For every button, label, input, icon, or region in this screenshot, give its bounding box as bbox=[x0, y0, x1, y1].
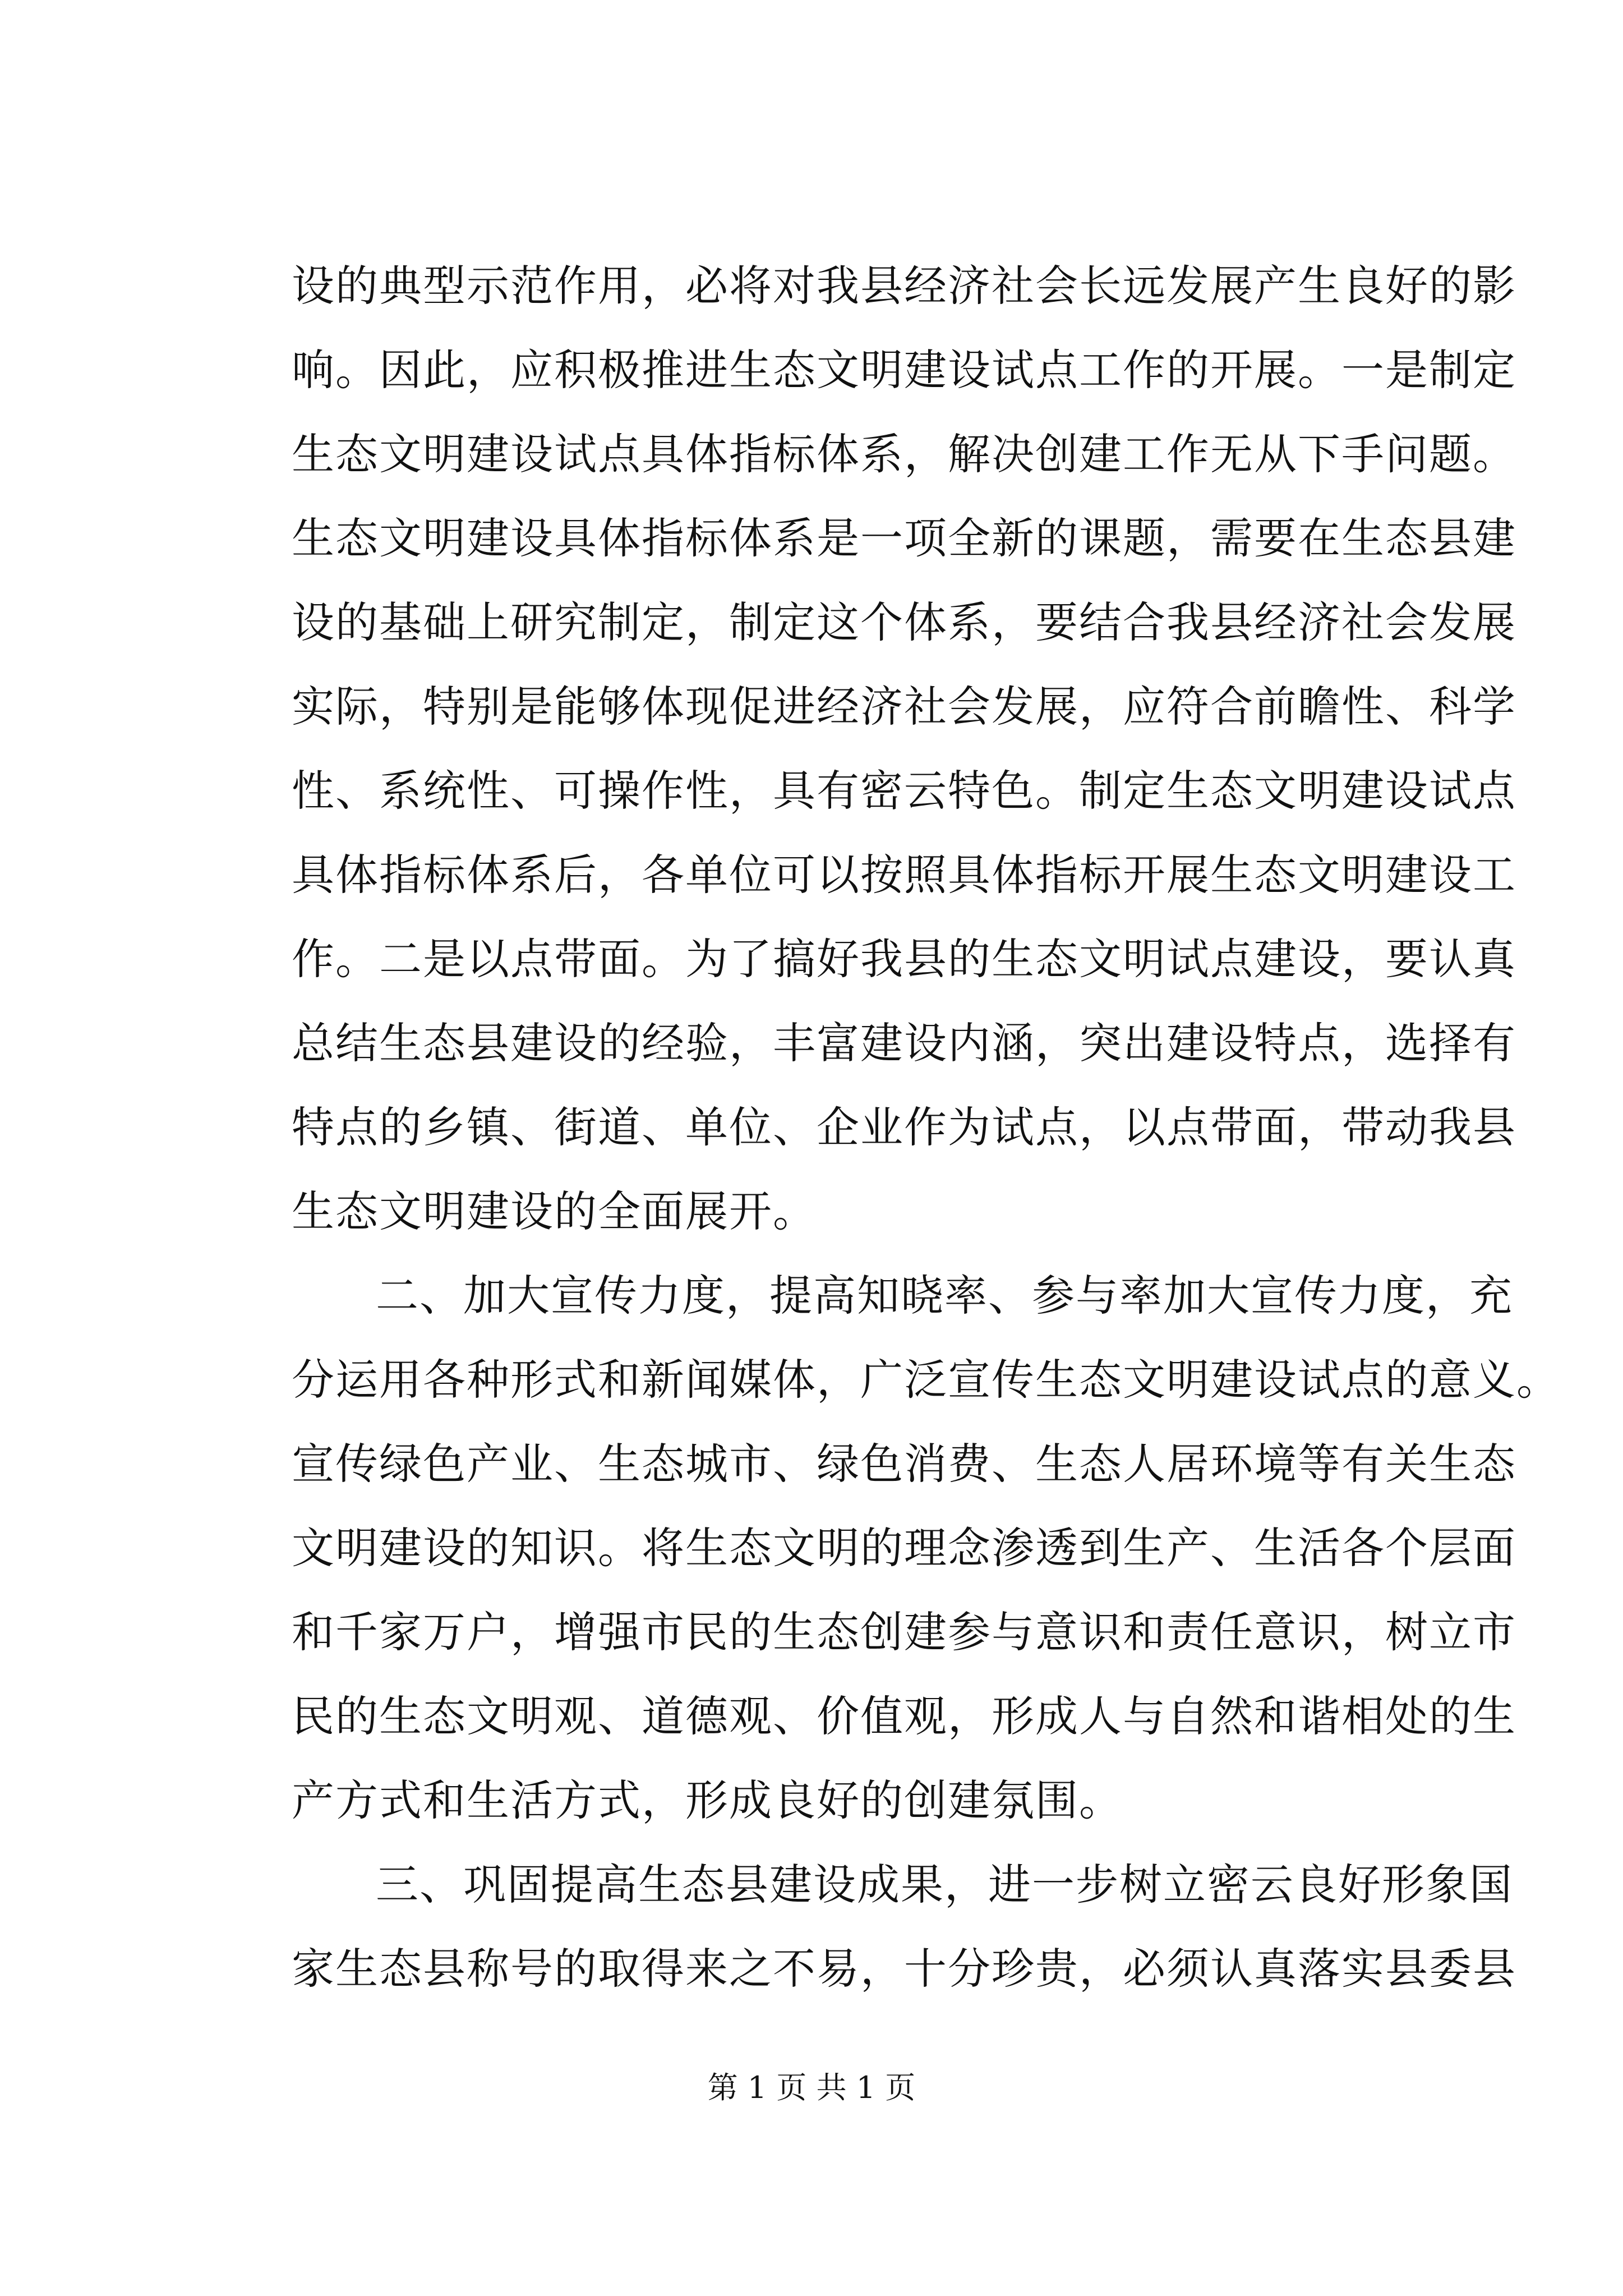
text-line: 宣传绿色产业、生态城市、绿色消费、生态人居环境等有关生态 bbox=[292, 1439, 1516, 1489]
text-line: 生态文明建设试点具体指标体系，解决创建工作无从下手问题。 bbox=[292, 429, 1516, 479]
text-line: 响。因此，应积极推进生态文明建设试点工作的开展。一是制定 bbox=[292, 345, 1516, 395]
text-line: 特点的乡镇、街道、单位、企业作为试点，以点带面，带动我县 bbox=[292, 1102, 1516, 1152]
text-line: 家生态县称号的取得来之不易，十分珍贵，必须认真落实县委县 bbox=[292, 1944, 1516, 1994]
text-line: 性、系统性、可操作性，具有密云特色。制定生态文明建设试点 bbox=[292, 766, 1516, 816]
page-footer: 第 1 页 共 1 页 bbox=[707, 2070, 916, 2105]
text-line: 和千家万户，增强市民的生态创建参与意识和责任意识，树立市 bbox=[292, 1607, 1516, 1657]
text-line: 文明建设的知识。将生态文明的理念渗透到生产、生活各个层面 bbox=[292, 1523, 1516, 1573]
text-line: 设的典型示范作用，必将对我县经济社会长远发展产生良好的影 bbox=[292, 261, 1516, 311]
text-line: 民的生态文明观、道德观、价值观，形成人与自然和谐相处的生 bbox=[292, 1691, 1516, 1741]
paragraph-heading-line: 二、加大宣传力度，提高知晓率、参与率加大宣传力度，充 bbox=[376, 1271, 1513, 1320]
text-line: 总结生态县建设的经验，丰富建设内涵，突出建设特点，选择有 bbox=[292, 1018, 1516, 1068]
text-line: 实际，特别是能够体现促进经济社会发展，应符合前瞻性、科学 bbox=[292, 682, 1516, 731]
paragraph-heading-line: 三、巩固提高生态县建设成果，进一步树立密云良好形象国 bbox=[376, 1860, 1513, 1910]
text-line: 作。二是以点带面。为了搞好我县的生态文明试点建设，要认真 bbox=[292, 934, 1516, 984]
document-body bbox=[292, 244, 1560, 2011]
text-line: 分运用各种形式和新闻媒体，广泛宣传生态文明建设试点的意义。 bbox=[292, 1355, 1560, 1405]
text-line: 生态文明建设具体指标体系是一项全新的课题，需要在生态县建 bbox=[292, 513, 1516, 563]
paragraph-end-line: 产方式和生活方式，形成良好的创建氛围。 bbox=[292, 1775, 1123, 1825]
paragraph-end-line: 生态文明建设的全面展开。 bbox=[292, 1186, 817, 1236]
text-line: 具体指标体系后，各单位可以按照具体指标开展生态文明建设工 bbox=[292, 850, 1516, 900]
text-line: 设的基础上研究制定，制定这个体系，要结合我县经济社会发展 bbox=[292, 597, 1516, 647]
